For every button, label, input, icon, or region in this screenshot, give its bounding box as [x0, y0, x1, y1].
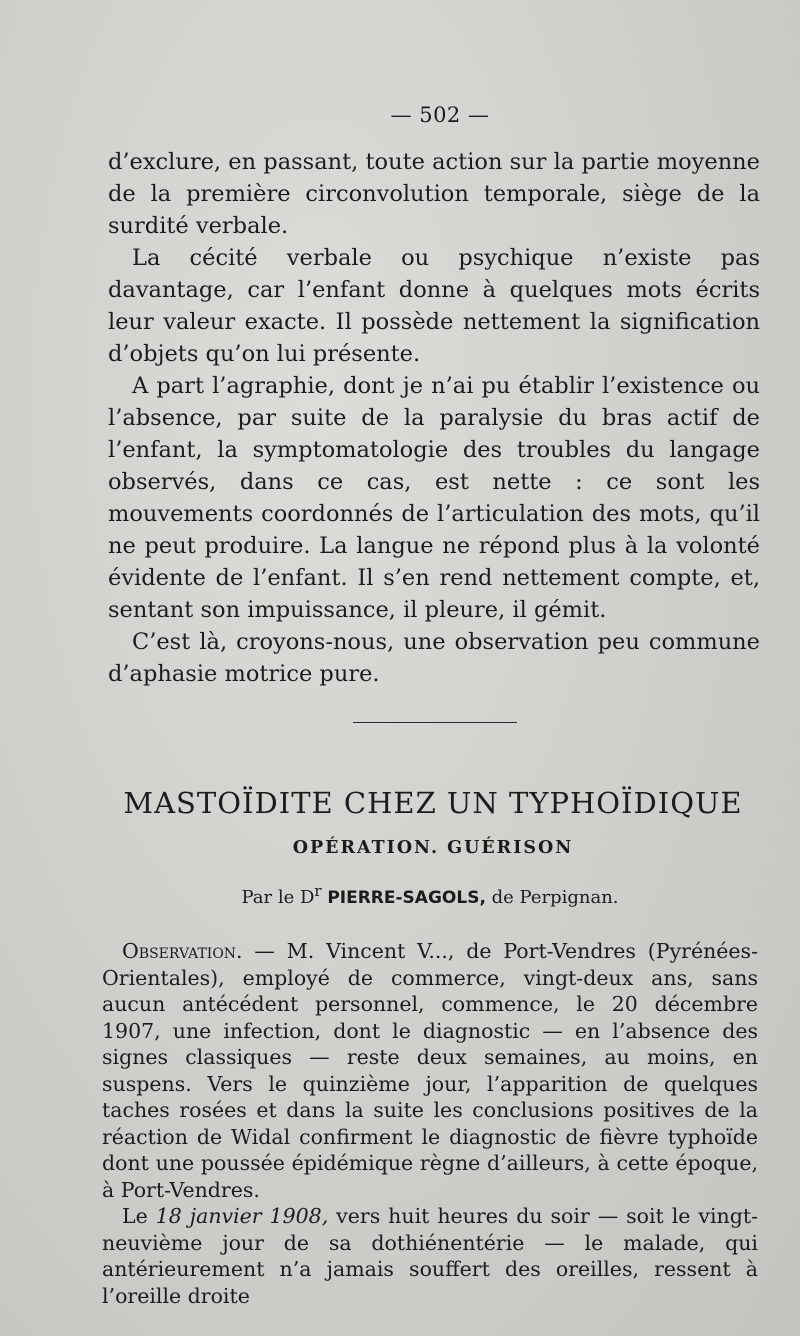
- paragraph-1: d’exclure, en passant, toute action sur la partie moyenne de la première circonvolution temporale, siège de la surdité verbale.: [108, 149, 760, 239]
- paragraph-4: C’est là, croyons-nous, une observation peu commune d’aphasie motrice pure.: [108, 629, 760, 687]
- article-title: MASTOÏDITE CHEZ UN TYPHOÏDIQUE: [123, 786, 743, 820]
- paragraph-2: La cécité verbale ou psychique n’existe pas davantage, car l’enfant donne à quelques mots écrits leur valeur exacte. Il possède nettement la signification d’objets qu’on lui présente.: [108, 245, 760, 367]
- paragraph-3: A part l’agraphie, dont je n’ai pu établir l’existence ou l’absence, par suite de la paralysie du bras actif de l’enfant, la symptomatologie des troubles du langage observés, dans ce cas, est nette : ce sont les mouvements coordonnés de l’articulation des mots, qu’il ne peut produire. La langue ne répond plus à la volonté évidente de l’enfant. Il s’en rend nettement compte, et, sentant son impuissance, il pleure, il gémit.: [108, 373, 760, 623]
- observation-paragraph: [102, 938, 758, 1203]
- observation-text: — M. Vincent V..., de Port-Vendres (Pyrénées-Orientales), employé de commerce, vingt-deux ans, sans aucun antécédent personnel, commence, le 20 décembre 1907, une infection, dont le diagnostic — en l’absence des signes classiques — reste deux semaines, au moins, en suspens. Vers le quinzième jour, l’apparition de quelques taches rosées et dans la suite les conclusions positives de la réaction de Widal confirment le diagnostic de fièvre typhoïde dont une poussée épidémique règne d’ailleurs, à cette époque, à Port-Vendres.: [102, 939, 758, 1202]
- article-byline: [0, 882, 800, 908]
- byline-prefix: Par le D: [241, 887, 315, 908]
- byline-sup: r: [314, 882, 322, 900]
- p2-text: vers huit heures du soir — soit le vingt-neuvième jour de sa dothiénentérie — le malade, qui antérieurement n’a jamais souffert des oreilles, ressent à l’oreille droite: [102, 1204, 759, 1308]
- article-subtitle: OPÉRATION. GUÉRISON: [292, 838, 574, 858]
- section-divider: [353, 722, 517, 723]
- page-number: — 502 —: [390, 103, 490, 127]
- observation-label: Observation.: [122, 939, 243, 963]
- p2-prefix: Le: [122, 1204, 156, 1228]
- continued-text: [108, 146, 760, 690]
- byline-suffix: de Perpignan.: [485, 887, 619, 908]
- body-paragraph-2: [102, 1203, 758, 1309]
- p2-date: 18 janvier 1908,: [155, 1204, 329, 1228]
- author-name: PIERRE-SAGOLS,: [327, 888, 486, 908]
- article-body: [102, 938, 758, 1309]
